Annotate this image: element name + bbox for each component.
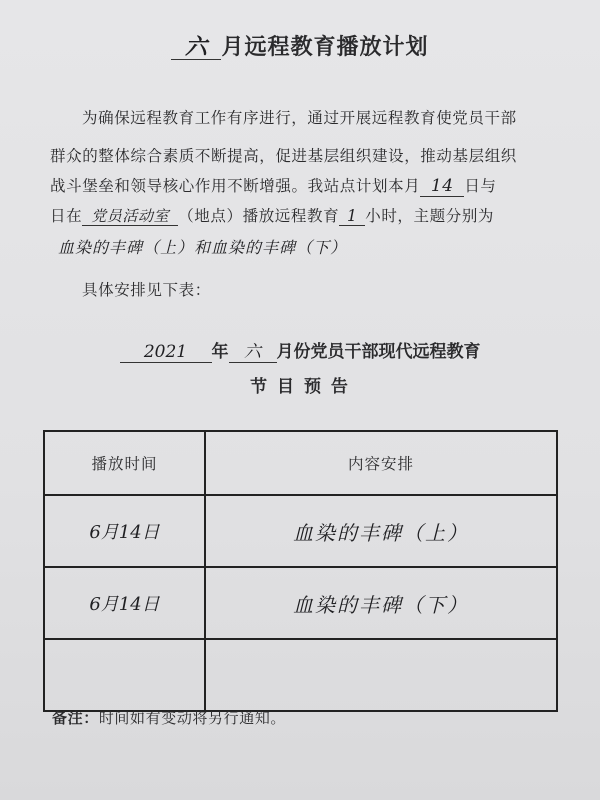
table-row: [44, 567, 557, 639]
footer-note: [52, 707, 286, 728]
note-label: 备注：: [52, 709, 99, 727]
page-title: [0, 30, 600, 61]
title-text: 月远程教育播放计划: [221, 35, 429, 60]
schedule-subtitle: 节 目 预 告: [250, 377, 350, 397]
intro-line-3-end: 日与: [464, 177, 497, 195]
row-1-time: 6月14日: [44, 495, 205, 567]
intro-line-4-start: 日在: [50, 207, 83, 225]
schedule-table: [43, 430, 558, 712]
row-3-content: [205, 639, 557, 711]
schedule-title-text: 月份党员干部现代远程教育: [276, 342, 481, 362]
intro-line-2: 群众的整体综合素质不断提高，促进基层组织建设，推动基层组织: [50, 147, 517, 165]
intro-line-4-end: 小时，主题分别为: [365, 207, 495, 225]
table-row: [44, 495, 557, 567]
table-row: [44, 639, 557, 711]
intro-line-3-text: 战斗堡垒和领导核心作用不断增强。我站点计划本月: [50, 177, 421, 195]
title-month-blank: 六: [171, 35, 221, 60]
location-blank: 党员活动室: [82, 208, 178, 226]
schedule-year-suffix: 年: [211, 342, 229, 362]
note-text: 时间如有变动将另行通知。: [98, 709, 287, 727]
hours-blank: 1: [339, 208, 365, 226]
row-3-time: [44, 639, 205, 711]
row-2-time: 6月14日: [44, 567, 205, 639]
header-time: 播放时间: [44, 431, 205, 495]
schedule-year-blank: 2021: [120, 343, 212, 363]
intro-line-4: [50, 201, 570, 231]
intro-line-3: [50, 171, 570, 201]
topics-handwritten: 血染的丰碑（上）和血染的丰碑（下）: [58, 238, 348, 257]
row-1-content: 血染的丰碑（上）: [205, 495, 557, 567]
day-blank: 14: [420, 177, 464, 197]
schedule-title: [0, 337, 600, 363]
row-2-content: 血染的丰碑（下）: [205, 567, 557, 639]
intro-line-4-mid: （地点）播放远程教育: [178, 207, 340, 225]
intro-line-1: 为确保远程教育工作有序进行，通过开展远程教育使党员干部: [82, 109, 517, 127]
schedule-month-blank: 六: [229, 343, 277, 363]
header-content: 内容安排: [205, 431, 557, 495]
details-line: 具体安排见下表：: [82, 281, 211, 299]
table-header-row: [44, 431, 557, 495]
